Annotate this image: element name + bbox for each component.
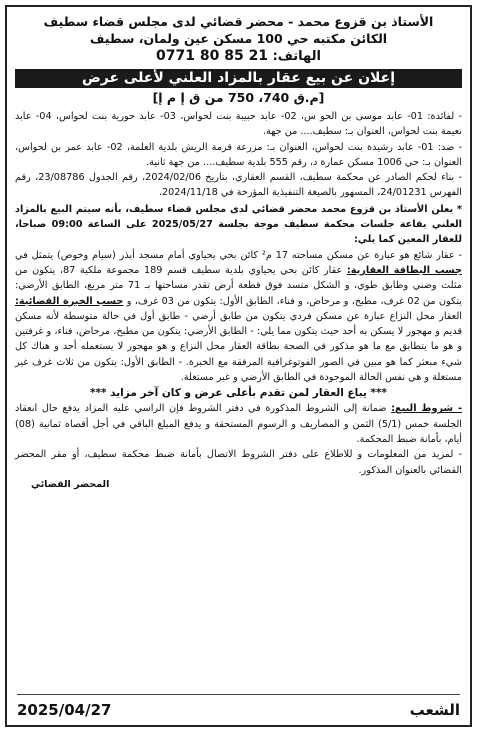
sale-notice-paragraph: * يعلن الأستاذ بن قزوع محمد محضر قضائي لدى مجلس قضاء سطيف، بأنه سيتم البيع بالمزاد العلني بقاعة جلسات محكمة سطيف موجة بجلسة 2025/05/27 على الساعة 09:00 صباحا، للعقار المعين كما يلي: (15, 203, 462, 246)
defendants-paragraph: - ضد: 01- عابد رشيدة بنت لحواس، العنوان بـ: مزرعة قرمة الريش بلدية العلمة، 02- عابد عمر بن لحواس، العنوان بـ: حي 1006 مسكن عمارة د، رقم 555 بلدية سطيف.... من جهة ثانية. (15, 141, 462, 168)
legal-announcement (5, 5, 472, 727)
bailiff-name-line: الأستاذ بن قزوع محمد - محضر قضائي لدى مجلس قضاء سطيف (43, 14, 434, 29)
bailiff-address-line: الكائن مكتبه حي 100 مسكن عين ولمان، سطيف (89, 31, 388, 46)
highest-bidder-line: *** يباع العقار لمن تقدم بأعلى عرض و كان آخر مزايد *** (90, 387, 387, 400)
phone-label: الهاتف: (272, 49, 321, 64)
sale-conditions (15, 401, 462, 447)
bailiff-signature: المحضر القضائي (31, 478, 110, 490)
judgment-paragraph: - بناء لحكم الصادر عن محكمة سطيف، القسم العقاري، بتاريخ 2024/02/06، رقم الجدول 23/08786، رقم الفهرس 24/01231، المسهور بالصيغة التنفيذية المؤرخة في 2024/11/18. (15, 172, 462, 199)
beneficiaries-paragraph: - لفائدة: 01- عابد موسى بن الحو س، 02- عابد حبيبة بنت لحواس، 03- عابد حورية بنت لحواس، 04- عابد نعيمة بنت لحواس، العنوان بـ: سطيف.... من جهة. (15, 111, 462, 138)
publication-date: 2025/04/27 (17, 701, 112, 719)
land-register-heading: جسب البطاقة العقارية: (346, 264, 462, 276)
newspaper-name: الشعب (409, 701, 460, 719)
announcement-body (7, 107, 470, 492)
announcement-title: إعلان عن بيع عقار بالمزاد العلني لأعلى عرض (15, 69, 462, 88)
property-expertise-details: العقار محل النزاع عبارة عن مسكن فردي يتكون من طابق أرضي - طابق أول في حالة متوسطة لأنه مسكن قديم و مهجور لا يسكن به أحد حيث يتكون مما يلي: - الطابق الأرضي: يتكون من مطبخ، مرحاض، فناء، و غرفتين و هو ما يتطابق مع ما هو مذكور في الصحة بطاقة العقار محل النزاع و هو مهجور لا يستعمله أحد و هناك كل شيء مبعثر كما هو مبين في الصور الفوتوغرافية المرفقة مع الخبرة. - الطابق الأول: يتكون من ثلاث غرف غير مستغلة و هي نفس الحالة الموجودة في الطابق الأرضي و غير مستغلة. (15, 310, 462, 384)
property-register-details: عقار كائن بحي يحياوي بلدية سطيف قسم 189 مجموعة ملكية 87، يتكون من مثلث وضني وطابق طوي، و الشكل متسد فوق قطعة أرض تقدر مساحتها بـ 71 متر مربع، الطابق الأرضي: يتكون من 02 غرف، مطبخ، و مرحاض، و فناء، الطابق الأول: يتكون من 03 غرف، و (15, 264, 463, 307)
bailiff-header (7, 7, 470, 66)
expertise-heading: حسب الخبرة القضائية: (15, 295, 124, 307)
property-lead: - عقار شائع هو عبارة عن مسكن مساحته 17 م² كائن بحي يحياوي أمام مسجد أبذر (سيام وخوص) يتمثل في (15, 249, 463, 261)
sale-conditions-heading: - شروط البيع: (391, 403, 462, 415)
phone-line (7, 47, 470, 66)
phone-number: 0771 80 85 21 (156, 48, 269, 64)
property-description (15, 248, 462, 386)
publication-footer (7, 695, 470, 725)
more-info-paragraph: - لمزيد من المعلومات و للاطلاع على دفتر الشروط الاتصال بأمانة ضبط محكمة سطيف، أو مقر المحضر القضائي بالعنوان المذكور. (15, 449, 462, 476)
sale-conditions-text: ضمانة إلى الشروط المذكورة في دفتر الشروط فإن الراسي عليه المزاد يدفع حال انعقاد الجلسة خمس (5/1) الثمن و المصاريف و الرسوم المستحقة و يدفع المبلغ الباقي في أجل أقصاه ثمانية (08) أيام، بأمانة ضبط المحكمة. (15, 403, 462, 445)
legal-reference: [م.ق 740، 750 من ق إ م إ] (152, 90, 325, 105)
